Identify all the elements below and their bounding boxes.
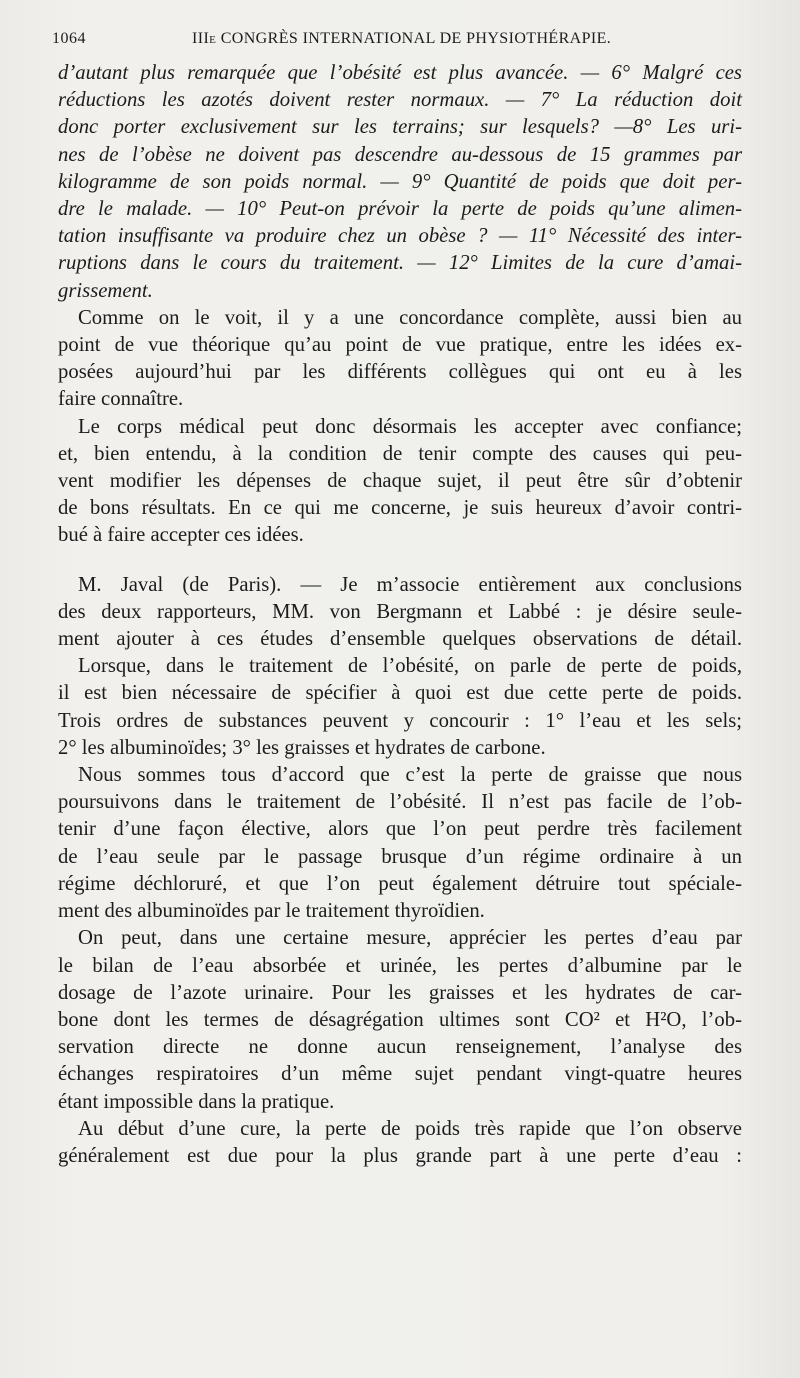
text-line: dre le malade. — 10° Peut-on prévoir la perte de poids qu’une alimen- <box>58 198 742 221</box>
text-line: nes de l’obèse ne doivent pas descendre au-dessous de 15 grammes par <box>58 143 742 166</box>
body-text <box>58 60 742 1170</box>
running-title: IIIe CONGRÈS INTERNATIONAL DE PHYSIOTHÉRAPIE. <box>192 30 612 47</box>
paragraph-start: On peut, dans une certaine mesure, apprécier les pertes d’eau par <box>78 927 742 950</box>
speaker-paragraph-start: M. Javal (de Paris). — Je m’associe entièrement aux conclusions <box>78 573 742 596</box>
text-line: Trois ordres de substances peuvent y concourir : 1° l’eau et les sels; <box>58 709 742 732</box>
text-line: faire connaître. <box>58 388 184 411</box>
text-line: vent modifier les dépenses de chaque sujet, il peut être sûr d’obtenir <box>58 470 742 493</box>
text-line: réductions les azotés doivent rester normaux. — 7° La réduction doit <box>58 89 742 112</box>
text-line: servation directe ne donne aucun renseignement, l’analyse des <box>58 1036 742 1059</box>
page-header <box>52 30 742 54</box>
text-line: ment des albuminoïdes par le traitement thyroïdien. <box>58 900 485 923</box>
text-line: donc porter exclusivement sur les terrains; sur lesquels? —8° Les uri- <box>58 116 742 139</box>
text-line: et, bien entendu, à la condition de tenir compte des causes qui peu- <box>58 442 742 465</box>
text-line: d’autant plus remarquée que l’obésité est plus avancée. — 6° Malgré ces <box>58 62 742 84</box>
text-line: le bilan de l’eau absorbée et urinée, les pertes d’albumine par le <box>58 954 742 977</box>
text-line: généralement est due pour la plus grande part à une perte d’eau : <box>58 1144 742 1167</box>
paragraph-start: Nous sommes tous d’accord que c’est la perte de graisse que nous <box>78 764 742 787</box>
text-line: bone dont les termes de désagrégation ultimes sont CO² et H²O, l’ob- <box>58 1008 742 1031</box>
page-number: 1064 <box>52 30 86 47</box>
text-line: point de vue théorique qu’au point de vue pratique, entre les idées ex- <box>58 334 742 357</box>
text-line: kilogramme de son poids normal. — 9° Quantité de poids que doit per- <box>58 170 742 193</box>
text-line: dosage de l’azote urinaire. Pour les graisses et les hydrates de car- <box>58 981 742 1004</box>
paragraph-start: Lorsque, dans le traitement de l’obésité, on parle de perte de poids, <box>78 655 742 678</box>
paragraph-start: Comme on le voit, il y a une concordance complète, aussi bien au <box>78 306 742 329</box>
text-line: de l’eau seule par le passage brusque d’un régime ordinaire à un <box>58 845 742 868</box>
text-line: bué à faire accepter ces idées. <box>58 524 304 547</box>
text-line: ment ajouter à ces études d’ensemble quelques observations de détail. <box>58 628 742 651</box>
text-line: ruptions dans le cours du traitement. — 12° Limites de la cure d’amai- <box>58 252 742 275</box>
text-line: des deux rapporteurs, MM. von Bergmann et Labbé : je désire seule- <box>58 600 742 623</box>
section-gap <box>58 550 742 572</box>
paragraph-start: Le corps médical peut donc désormais les accepter avec confiance; <box>78 415 742 438</box>
text-line: 2° les albuminoïdes; 3° les graisses et hydrates de carbone. <box>58 736 546 759</box>
text-line: régime déchloruré, et que l’on peut également détruire tout spéciale- <box>58 872 742 895</box>
text-line: tation insuffisante va produire chez un obèse ? — 11° Nécessité des inter- <box>58 225 742 248</box>
paragraph-start: Au début d’une cure, la perte de poids très rapide que l’on observe <box>78 1117 742 1140</box>
text-line: poursuivons dans le traitement de l’obésité. Il n’est pas facile de l’ob- <box>58 791 742 814</box>
text-line: étant impossible dans la pratique. <box>58 1090 335 1113</box>
text-line: échanges respiratoires d’un même sujet pendant vingt-quatre heures <box>58 1063 742 1086</box>
text-line: il est bien nécessaire de spécifier à quoi est due cette perte de poids. <box>58 682 742 705</box>
text-line: tenir d’une façon élective, alors que l’on peut perdre très facilement <box>58 818 742 841</box>
text-line: grissement. <box>58 279 153 302</box>
text-line: posées aujourd’hui par les différents collègues qui ont eu à les <box>58 361 742 384</box>
text-line: de bons résultats. En ce qui me concerne, je suis heureux d’avoir contri- <box>58 497 742 520</box>
